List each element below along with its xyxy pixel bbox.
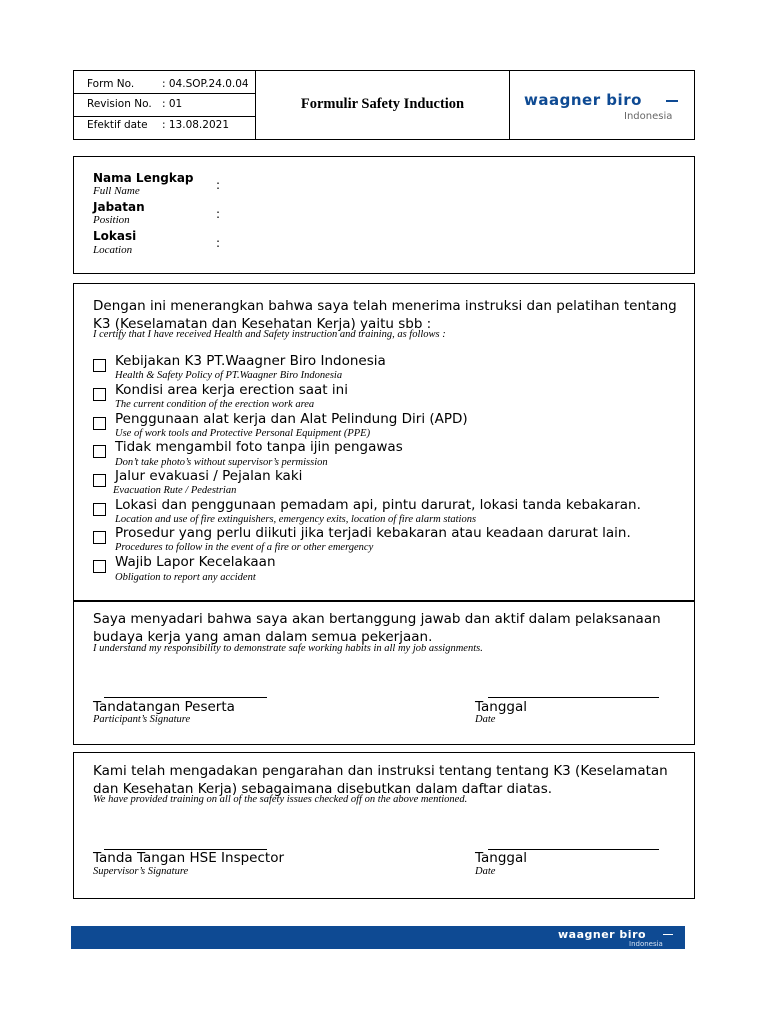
checklist-item-5-sub: Evacuation Rute / Pedestrian [113, 485, 237, 496]
checklist-intro-en: I certify that I have received Health and Safety instruction and training, as follows : [93, 329, 446, 340]
checklist-item-8-sub: Obligation to report any accident [115, 572, 256, 583]
checkbox-5[interactable] [93, 474, 106, 487]
footer-bar [71, 926, 685, 949]
revision-value: : 01 [162, 98, 183, 110]
form-no-row [87, 78, 249, 90]
checkbox-7[interactable] [93, 531, 106, 544]
participant-statement: Saya menyadari bahwa saya akan bertanggung jawab dan aktif dalam pelaksanaan budaya kerja yang aman dalam semua pekerjaan. [93, 611, 661, 645]
participant-date-sub: Date [475, 714, 496, 725]
inspector-date-label: Tanggal [475, 850, 528, 866]
participant-sign-sub: Participant’s Signature [93, 714, 191, 725]
location-label: Lokasi [93, 229, 137, 243]
checklist-item-3-sub: Use of work tools and Protective Personal Equipment (PPE) [115, 428, 371, 439]
inspector-statement: Kami telah mengadakan pengarahan dan instruksi tentang tentang K3 (Keselamatan dan Kesehatan Kerja) sebagaimana disebutkan dalam daftar diatas. [93, 763, 668, 797]
footer-logo-underline [663, 934, 673, 935]
checklist-item-2: Kondisi area kerja erection saat ini [115, 382, 348, 398]
header-logo: waagner biro [524, 91, 642, 109]
full-name-label: Nama Lengkap [93, 171, 194, 185]
footer-logo: waagner biro [558, 928, 647, 941]
header-logo-sub: Indonesia [624, 111, 673, 122]
participant-date-line[interactable] [488, 697, 659, 698]
inspector-statement-en: We have provided training on all of the safety issues checked off on the above mentioned. [93, 794, 468, 805]
checklist-item-2-sub: The current condition of the erection work area [115, 399, 315, 410]
checklist-item-6-sub: Location and use of fire extinguishers, emergency exits, location of fire alarm stations [115, 514, 477, 525]
page-title: Formulir Safety Induction [300, 96, 465, 112]
effective-row [87, 119, 229, 131]
location-sub: Location [93, 244, 133, 256]
inspector-sign-sub: Supervisor’s Signature [93, 866, 189, 877]
checklist-item-7: Prosedur yang perlu diikuti jika terjadi kebakaran atau keadaan darurat lain. [115, 525, 631, 541]
form-no-value: : 04.SOP.24.0.04 [162, 78, 249, 90]
checklist-item-3: Penggunaan alat kerja dan Alat Pelindung Diri (APD) [115, 411, 468, 427]
participant-statement-en: I understand my responsibility to demonstrate safe working habits in all my job assignments. [93, 643, 483, 654]
full-name-colon[interactable]: : [216, 178, 221, 192]
checkbox-3[interactable] [93, 417, 106, 430]
position-label: Jabatan [93, 200, 145, 214]
effective-value: : 13.08.2021 [162, 119, 229, 131]
checklist-separator [73, 600, 695, 602]
effective-label: Efektif date [87, 119, 148, 131]
checklist-item-7-sub: Procedures to follow in the event of a fire or other emergency [115, 542, 374, 553]
revision-row [87, 98, 182, 110]
position-sub: Position [93, 214, 130, 226]
participant-date-label: Tanggal [475, 699, 528, 715]
checklist-item-5: Jalur evakuasi / Pejalan kaki [115, 468, 303, 484]
checklist-item-6: Lokasi dan penggunaan pemadam api, pintu darurat, lokasi tanda kebakaran. [115, 497, 641, 513]
footer-logo-sub: Indonesia [629, 940, 663, 948]
checklist-item-4-sub: Don’t take photo’s without supervisor’s permission [115, 457, 328, 468]
logo-underline [666, 100, 678, 102]
checklist-item-1-sub: Health & Safety Policy of PT.Waagner Biro Indonesia [115, 370, 343, 381]
inspector-sign-label: Tanda Tangan HSE Inspector [93, 850, 285, 866]
checkbox-1[interactable] [93, 359, 106, 372]
checklist-item-8: Wajib Lapor Kecelakaan [115, 554, 276, 570]
form-no-label: Form No. [87, 78, 135, 90]
header-divider-2 [509, 70, 510, 140]
header-row-line-1 [73, 93, 255, 94]
position-colon[interactable]: : [216, 207, 221, 221]
participant-sign-label: Tandatangan Peserta [93, 699, 235, 715]
full-name-sub: Full Name [93, 185, 140, 197]
checkbox-8[interactable] [93, 560, 106, 573]
location-colon[interactable]: : [216, 236, 221, 250]
participant-signature-line[interactable] [104, 697, 267, 698]
checklist-item-4: Tidak mengambil foto tanpa ijin pengawas [115, 439, 403, 455]
checkbox-4[interactable] [93, 445, 106, 458]
header-row-line-2 [73, 116, 255, 117]
checkbox-6[interactable] [93, 503, 106, 516]
checkbox-2[interactable] [93, 388, 106, 401]
checklist-item-1: Kebijakan K3 PT.Waagner Biro Indonesia [115, 353, 386, 369]
revision-label: Revision No. [87, 98, 152, 110]
inspector-date-sub: Date [475, 866, 496, 877]
checklist-intro: Dengan ini menerangkan bahwa saya telah menerima instruksi dan pelatihan tentang K3 (Keselamatan dan Kesehatan Kerja) yaitu sbb : [93, 298, 677, 332]
